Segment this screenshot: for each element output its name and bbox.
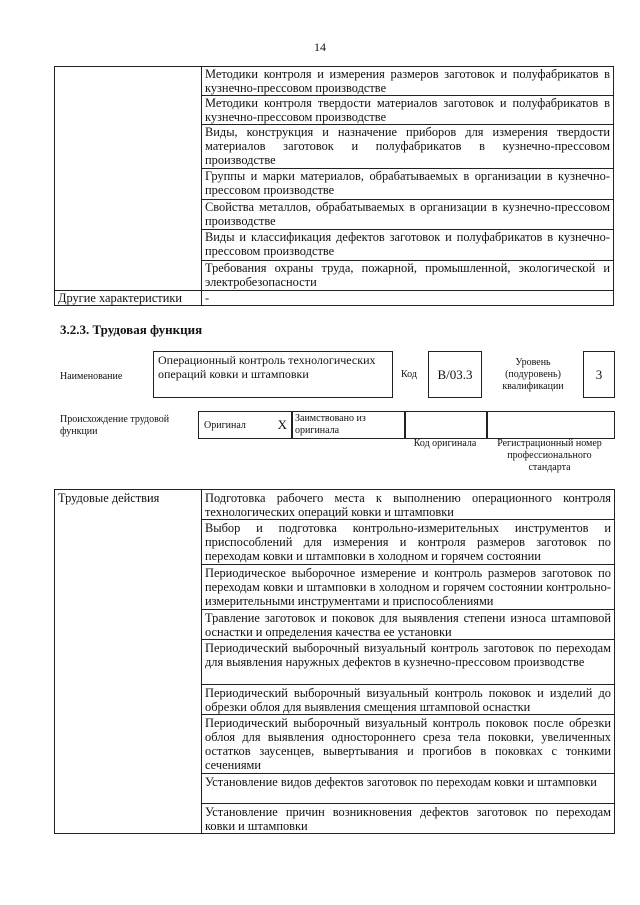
- knowledge-table: [54, 66, 614, 306]
- table-cell-empty: [55, 67, 202, 291]
- code-box: [428, 351, 482, 398]
- level-label: Уровень (подуровень) квалификации: [502, 357, 564, 392]
- original-box: [198, 411, 293, 439]
- table-row: [55, 67, 614, 96]
- table-cell: Травление заготовок и поковок для выявления степени износа штамповой оснастки и определения качества ее установки: [202, 610, 615, 640]
- table-cell: Требования охраны труда, пожарной, промышленной, экологической и электробезопасности: [202, 261, 614, 291]
- table-cell: Группы и марки материалов, обрабатываемых в организации в кузнечно-прессовом производстве: [202, 169, 614, 200]
- section-title: 3.2.3. Трудовая функция: [60, 322, 203, 337]
- table-row: [55, 490, 615, 520]
- table-cell: Виды и классификация дефектов заготовок и полуфабрикатов в кузнечно-прессовом производстве: [202, 230, 614, 261]
- table-cell: Периодический выборочный визуальный контроль поковок и изделий до обрезки облоя для выявления смещения штамповой оснастки: [202, 685, 615, 715]
- table-cell: Выбор и подготовка контрольно-измерительных инструментов и приспособлений для измерения и контроля размеров заготовок по переходам ковки и штамповки в холодном и горячем состоянии: [202, 520, 615, 565]
- table-cell: Периодический выборочный визуальный контроль поковок после обрезки облоя для выявления одностороннего среза тела поковки, увеличенных остатков заусенцев, вывертывания и прогибов в поковках с тонкими сечениями: [202, 715, 615, 774]
- level-value: 3: [595, 367, 603, 382]
- labor-actions-label: Трудовые действия: [55, 490, 202, 834]
- original-label: Оригинал: [204, 420, 246, 431]
- table-cell: Установление видов дефектов заготовок по переходам ковки и штамповки: [202, 774, 615, 804]
- function-name: Операционный контроль технологических операций ковки и штамповки: [158, 353, 376, 381]
- table-row: [55, 291, 614, 306]
- code-value: В/03.3: [437, 367, 473, 382]
- origin-label: Происхождение трудовой функции: [60, 414, 170, 437]
- table-cell: Периодический выборочный визуальный контроль заготовок по переходам для выявления наружных дефектов в кузнечно-прессовом производстве: [202, 640, 615, 685]
- table-cell: Методики контроля и измерения размеров заготовок и полуфабрикатов в кузнечно-прессовом производстве: [202, 67, 614, 96]
- borrowed-box: [291, 411, 406, 439]
- borrowed-label: Заимствовано из оригинала: [295, 413, 366, 436]
- table-cell: Методики контроля твердости материалов заготовок и полуфабрикатов в кузнечно-прессовом производстве: [202, 96, 614, 125]
- table-cell: Подготовка рабочего места к выполнению операционного контроля технологических операций ковки и штамповки: [202, 490, 615, 520]
- registration-number-caption: Регистрационный номер профессионального стандарта: [497, 438, 602, 473]
- other-characteristics-value: -: [202, 291, 614, 306]
- function-name-box: [153, 351, 393, 398]
- table-cell: Виды, конструкция и назначение приборов для измерения твердости материалов заготовок и полуфабрикатов в кузнечно-прессовом производстве: [202, 125, 614, 169]
- original-mark: X: [277, 417, 287, 432]
- code-label: Код: [401, 369, 417, 380]
- table-cell: Периодическое выборочное измерение и контроль размеров заготовок по переходам ковки и штамповки в холодном и горячем состоянии контрольно-измерительными инструментами и приспособлениями: [202, 565, 615, 610]
- other-characteristics-label: Другие характеристики: [55, 291, 202, 306]
- table-cell: Свойства металлов, обрабатываемых в организации в кузнечно-прессовом производстве: [202, 200, 614, 230]
- name-label: Наименование: [60, 371, 123, 382]
- page-number: 14: [314, 40, 326, 54]
- level-box: [583, 351, 615, 398]
- labor-actions-table: [54, 489, 615, 834]
- original-code-caption: Код оригинала: [413, 438, 477, 449]
- original-code-box: [404, 411, 488, 439]
- registration-number-box: [486, 411, 615, 439]
- table-cell: Установление причин возникновения дефектов заготовок по переходам ковки и штамповки: [202, 804, 615, 834]
